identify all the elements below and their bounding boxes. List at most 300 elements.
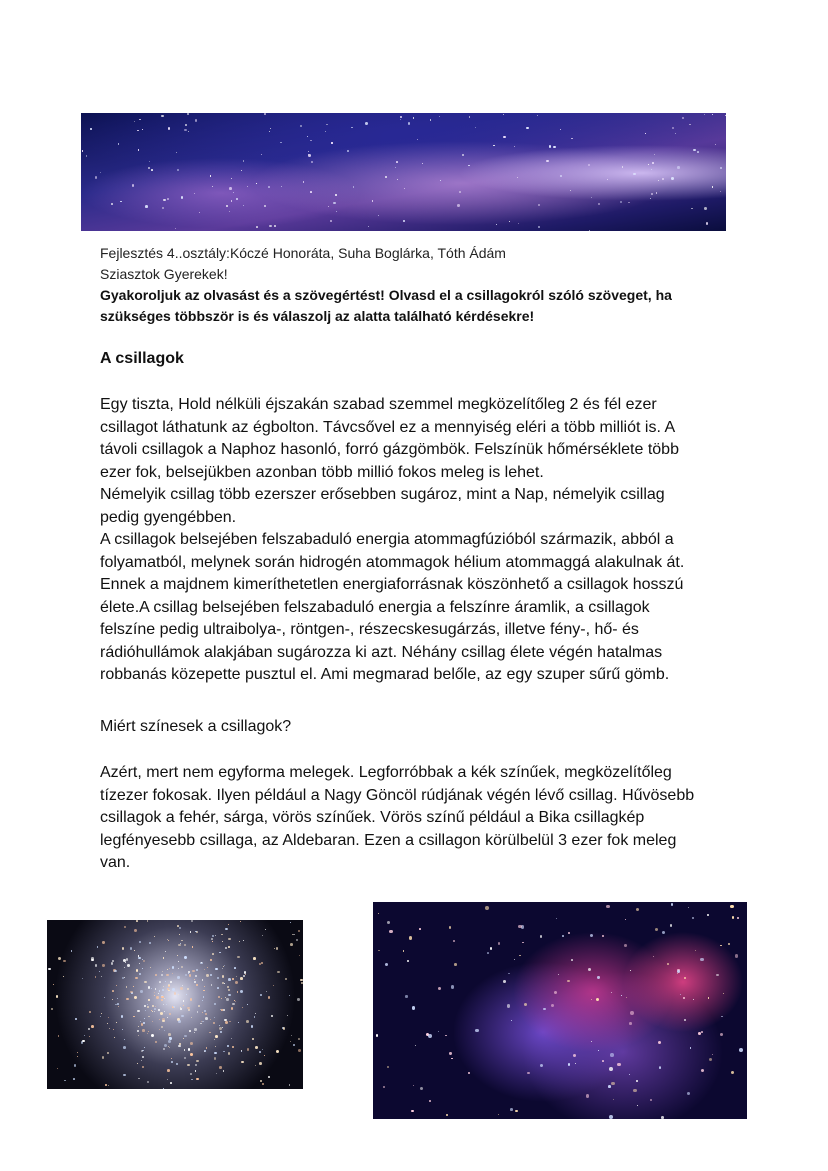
star-dot [608, 1085, 611, 1088]
star-dot [413, 117, 414, 118]
star-dot [64, 1080, 65, 1081]
star-dot [626, 997, 627, 998]
star-dot [268, 996, 270, 998]
star-dot [222, 968, 224, 970]
star-dot [117, 1003, 119, 1005]
star-dot [158, 1009, 161, 1012]
star-dot [167, 1069, 170, 1072]
star-dot [178, 961, 180, 963]
star-dot [82, 150, 83, 151]
star-dot [625, 919, 626, 920]
star-dot [429, 1100, 431, 1102]
star-dot [475, 1029, 479, 1033]
star-dot [231, 1038, 232, 1039]
star-dot [210, 959, 212, 961]
star-dot [693, 149, 696, 152]
star-dot [122, 1029, 123, 1030]
star-dot [144, 981, 147, 984]
star-dot [308, 151, 309, 152]
star-dot [154, 1008, 156, 1010]
star-dot [161, 1026, 163, 1028]
star-dot [184, 1057, 186, 1059]
star-dot [178, 944, 181, 947]
star-dot [86, 155, 88, 157]
instruction-line-2: szükséges többször is és válaszolj az alatta található kérdésekre! [100, 308, 535, 324]
star-dot [228, 978, 231, 981]
star-dot [165, 981, 166, 982]
star-dot [222, 941, 223, 942]
star-dot [264, 113, 266, 115]
star-dot [716, 974, 718, 976]
star-dot [221, 934, 223, 936]
star-dot [154, 992, 155, 993]
star-dot [378, 913, 379, 914]
star-dot [538, 226, 540, 228]
star-dot [620, 201, 622, 203]
star-dot [142, 129, 143, 130]
star-dot [212, 941, 213, 942]
star-dot [419, 928, 421, 930]
star-dot [671, 177, 674, 180]
star-dot [256, 183, 257, 184]
star-dot [303, 181, 304, 182]
star-dot [140, 1021, 141, 1022]
star-dot [515, 1110, 518, 1113]
star-dot [189, 974, 191, 976]
question-line: Miért színesek a csillagok? [100, 718, 292, 735]
star-dot [637, 1105, 638, 1106]
star-dot [138, 149, 140, 151]
star-dot [58, 957, 61, 960]
star-dot [228, 994, 231, 997]
star-dot [449, 1052, 451, 1054]
star-dot [237, 991, 238, 992]
star-dot [218, 996, 220, 998]
star-dot [610, 1053, 614, 1057]
star-dot [183, 1000, 185, 1002]
star-dot [621, 995, 622, 996]
star-dot [274, 948, 275, 949]
star-dot [181, 1015, 183, 1017]
star-dot [231, 1007, 234, 1010]
star-dot [183, 1038, 184, 1039]
star-dot [720, 945, 721, 946]
star-dot [215, 968, 218, 971]
star-dot [353, 186, 354, 187]
star-dot [168, 1033, 171, 1036]
star-dot [255, 1065, 256, 1066]
star-dot [161, 115, 163, 117]
star-dot [184, 1049, 186, 1051]
star-dot [168, 940, 169, 941]
star-dot [205, 1013, 207, 1015]
star-dot [527, 1072, 529, 1074]
star-dot [475, 127, 476, 128]
star-dot [220, 1031, 222, 1033]
star-dot [243, 940, 244, 941]
star-dot [210, 175, 211, 176]
star-dot [226, 928, 228, 930]
star-dot [308, 154, 311, 157]
star-dot [712, 114, 713, 115]
star-dot [240, 977, 243, 980]
star-dot [457, 204, 460, 207]
star-dot [100, 1016, 101, 1017]
star-dot [228, 1052, 231, 1055]
star-dot [677, 973, 678, 974]
star-dot [101, 1013, 102, 1014]
star-dot [123, 1074, 125, 1076]
star-dot [732, 916, 734, 918]
star-dot [114, 970, 117, 973]
star-dot [667, 963, 669, 965]
star-dot [183, 1005, 184, 1006]
article-title: A csillagok [100, 350, 184, 367]
star-dot [570, 190, 571, 191]
star-dot [172, 973, 174, 975]
paragraph-line: Némelyik csillag több ezerszer erősebben sugároz, mint a Nap, némelyik csillag [100, 486, 665, 503]
star-dot [268, 1076, 270, 1078]
star-dot [148, 999, 149, 1000]
star-dot [590, 934, 593, 937]
star-dot [159, 990, 160, 991]
star-dot [336, 211, 337, 212]
star-dot [591, 999, 592, 1000]
star-dot [270, 128, 271, 129]
star-dot [556, 918, 557, 919]
star-dot [311, 161, 313, 163]
star-dot [397, 179, 398, 180]
star-dot [602, 1060, 604, 1062]
star-dot [689, 124, 690, 125]
star-dot [196, 969, 198, 971]
star-dot [289, 995, 290, 996]
star-dot [671, 903, 673, 905]
star-dot [368, 226, 369, 227]
star-dot [280, 142, 282, 144]
star-dot [147, 1033, 148, 1034]
star-dot [654, 154, 655, 155]
star-dot [149, 161, 150, 162]
star-dot [194, 193, 195, 194]
star-dot [519, 955, 520, 956]
star-dot [169, 968, 170, 969]
star-dot [415, 1045, 416, 1046]
star-dot [560, 129, 561, 130]
star-dot [151, 169, 153, 171]
star-dot [229, 211, 230, 212]
paragraph-line: ezer fok, belsejükben azonban több millió fokos meleg is lehet. [100, 463, 544, 481]
star-dot [223, 1009, 225, 1011]
star-dot [611, 992, 612, 993]
star-dot [82, 978, 83, 979]
star-dot [187, 988, 188, 989]
star-dot [387, 921, 390, 924]
star-dot [134, 996, 137, 999]
star-dot [73, 1078, 75, 1080]
star-dot [241, 1061, 243, 1063]
star-dot [255, 1013, 256, 1014]
star-dot [174, 992, 177, 995]
star-dot [214, 1017, 215, 1018]
star-dot [139, 973, 141, 975]
paragraph-line: élete.A csillag belsejében felszabaduló energia a felszínre áramlik, a csillagok [100, 598, 650, 616]
star-dot [645, 133, 646, 134]
star-dot [597, 976, 599, 978]
star-dot [148, 1016, 149, 1017]
star-dot [204, 1050, 206, 1052]
star-dot [662, 178, 664, 180]
paragraph-line: Azért, mert nem egyforma melegek. Legforróbbak a kék színűek, megközelítőleg [100, 764, 672, 781]
star-dot [213, 1022, 215, 1024]
star-dot [196, 1078, 199, 1081]
star-dot [468, 1072, 470, 1074]
star-dot [126, 998, 128, 1000]
star-dot [116, 985, 117, 986]
star-dot [191, 920, 193, 922]
star-dot [236, 198, 238, 200]
star-dot [178, 1045, 181, 1048]
star-dot [139, 963, 140, 964]
star-dot [124, 1039, 125, 1040]
star-dot [650, 1099, 652, 1101]
paragraph-line: Ennek a majdnem kimeríthetetlen energiaforrásnak köszönhető a csillagok hosszú [100, 576, 684, 593]
star-dot [487, 952, 489, 954]
star-dot [118, 1006, 119, 1007]
star-dot [629, 1022, 632, 1025]
star-dot [178, 994, 179, 995]
star-dot [254, 1016, 255, 1017]
star-dot [259, 1062, 262, 1065]
star-dot [127, 964, 130, 967]
star-dot [628, 202, 630, 204]
star-dot [588, 164, 590, 166]
star-dot [91, 959, 93, 961]
star-dot [404, 188, 405, 189]
star-dot [178, 1020, 181, 1023]
star-dot [118, 143, 120, 145]
star-dot [378, 215, 379, 216]
star-dot [573, 1054, 576, 1057]
star-dot [700, 958, 704, 962]
star-dot [333, 202, 335, 204]
star-dot [188, 1048, 190, 1050]
star-dot [537, 115, 538, 116]
star-dot [310, 191, 312, 193]
star-dot [88, 1028, 90, 1030]
star-dot [168, 127, 170, 129]
star-dot [225, 1021, 228, 1024]
star-dot [650, 198, 651, 199]
star-dot [185, 124, 187, 126]
star-dot [651, 169, 652, 170]
star-dot [236, 976, 237, 977]
star-dot [653, 956, 654, 957]
star-dot [549, 145, 552, 148]
star-dot [335, 194, 337, 196]
star-dot [651, 193, 653, 195]
star-dot [155, 1041, 157, 1043]
star-dot [524, 1003, 527, 1006]
star-dot [48, 968, 51, 971]
star-dot [161, 999, 163, 1001]
star-dot [190, 1053, 193, 1056]
star-dot [301, 982, 303, 984]
star-dot [695, 950, 696, 951]
star-dot [167, 969, 168, 970]
star-dot [365, 122, 368, 125]
star-dot [372, 200, 373, 201]
star-dot [237, 956, 240, 959]
star-dot [725, 115, 726, 116]
star-dot [133, 986, 134, 987]
star-dot [171, 1061, 174, 1064]
paragraph-line: Egy tiszta, Hold nélküli éjszakán szabad szemmel megközelítőleg 2 és fél ezer [100, 396, 657, 413]
star-dot [228, 989, 230, 991]
star-dot [493, 145, 494, 146]
star-dot [142, 968, 143, 969]
star-dot [124, 967, 125, 968]
star-dot [190, 998, 193, 1001]
star-dot [145, 205, 148, 208]
star-dot [212, 935, 214, 937]
star-dot [169, 1037, 172, 1040]
star-dot [701, 1031, 703, 1033]
star-dot [229, 1021, 230, 1022]
star-dot [438, 1031, 439, 1032]
star-dot [143, 1022, 145, 1024]
star-dot [439, 116, 440, 117]
star-dot [84, 1035, 85, 1036]
star-dot [562, 935, 564, 937]
star-dot [403, 220, 405, 222]
star-dot [554, 991, 557, 994]
star-dot [132, 184, 134, 186]
star-dot [296, 939, 298, 941]
star-cluster-image [47, 920, 303, 1089]
instruction-line-1: Gyakoroljuk az olvasást és a szövegértést! Olvasd el a csillagokról szóló szöveget, ha [100, 287, 672, 303]
star-dot [672, 127, 674, 129]
star-dot [260, 1080, 262, 1082]
star-dot [206, 1047, 207, 1048]
star-dot [219, 1066, 222, 1069]
star-dot [224, 965, 225, 966]
star-dot [526, 127, 528, 129]
star-dot [53, 984, 54, 985]
star-dot [261, 154, 262, 155]
star-dot [378, 950, 380, 952]
star-dot [462, 154, 464, 156]
paragraph-line: csillagot láthatunk az égbolton. Távcsővel ez a mennyiség eléri a több milliót is. A [100, 418, 676, 436]
star-dot [247, 186, 248, 187]
star-dot [417, 139, 418, 140]
greeting: Sziasztok Gyerekek! [100, 266, 228, 282]
star-dot [95, 976, 97, 978]
star-dot [214, 1039, 215, 1040]
star-dot [290, 943, 293, 946]
star-dot [385, 176, 387, 178]
star-dot [212, 186, 213, 187]
star-dot [134, 950, 135, 951]
star-dot [112, 999, 113, 1000]
star-dot [204, 1010, 206, 1012]
star-dot [144, 1018, 145, 1019]
star-dot [690, 1047, 692, 1049]
star-dot [100, 172, 102, 174]
star-dot [508, 973, 510, 975]
star-dot [684, 1019, 686, 1021]
star-dot [243, 205, 244, 206]
star-dot [247, 1004, 248, 1005]
star-dot [540, 1064, 543, 1067]
star-dot [428, 1034, 432, 1038]
star-dot [195, 1070, 197, 1072]
star-dot [95, 176, 97, 178]
star-dot [496, 224, 497, 225]
star-dot [609, 1115, 613, 1119]
star-dot [175, 228, 176, 229]
star-dot [124, 926, 126, 928]
star-dot [408, 122, 411, 125]
star-dot [271, 1015, 273, 1017]
star-dot [77, 1052, 79, 1054]
star-dot [575, 1063, 576, 1064]
star-dot [227, 986, 229, 988]
star-dot [326, 124, 328, 126]
star-dot [215, 1035, 218, 1038]
star-dot [630, 1011, 634, 1015]
star-dot [232, 1003, 234, 1005]
star-dot [706, 222, 708, 224]
star-dot [192, 946, 194, 948]
star-dot [162, 989, 164, 991]
star-dot [105, 1084, 107, 1086]
star-dot [609, 1067, 613, 1071]
star-dot [209, 1032, 210, 1033]
star-dot [161, 974, 163, 976]
star-dot [57, 1068, 58, 1069]
star-dot [241, 170, 242, 171]
star-dot [661, 1116, 664, 1119]
star-dot [140, 990, 143, 993]
star-dot [126, 986, 127, 987]
star-dot [241, 1051, 242, 1052]
star-dot [120, 201, 122, 203]
star-dot [692, 917, 694, 919]
star-dot [720, 167, 723, 170]
star-dot [262, 1049, 263, 1050]
star-dot [116, 1022, 117, 1023]
star-dot [712, 186, 713, 187]
star-dot [201, 962, 202, 963]
star-dot [75, 1018, 77, 1020]
star-dot [152, 1011, 153, 1012]
star-dot [142, 1066, 145, 1069]
star-dot [211, 938, 213, 940]
star-dot [622, 166, 624, 168]
article-paragraph-1 [100, 394, 740, 687]
star-dot [141, 1050, 143, 1052]
paragraph-line: robbanás közepette pusztul el. Ami megmarad belőle, az egy szuper sűrű gömb. [100, 666, 670, 683]
star-dot [684, 977, 686, 979]
star-dot [164, 1030, 165, 1031]
star-dot [196, 984, 198, 986]
star-dot [202, 1021, 204, 1023]
star-dot [163, 1004, 164, 1005]
star-dot [190, 1042, 193, 1045]
star-dot [228, 938, 231, 941]
star-dot [203, 990, 204, 991]
